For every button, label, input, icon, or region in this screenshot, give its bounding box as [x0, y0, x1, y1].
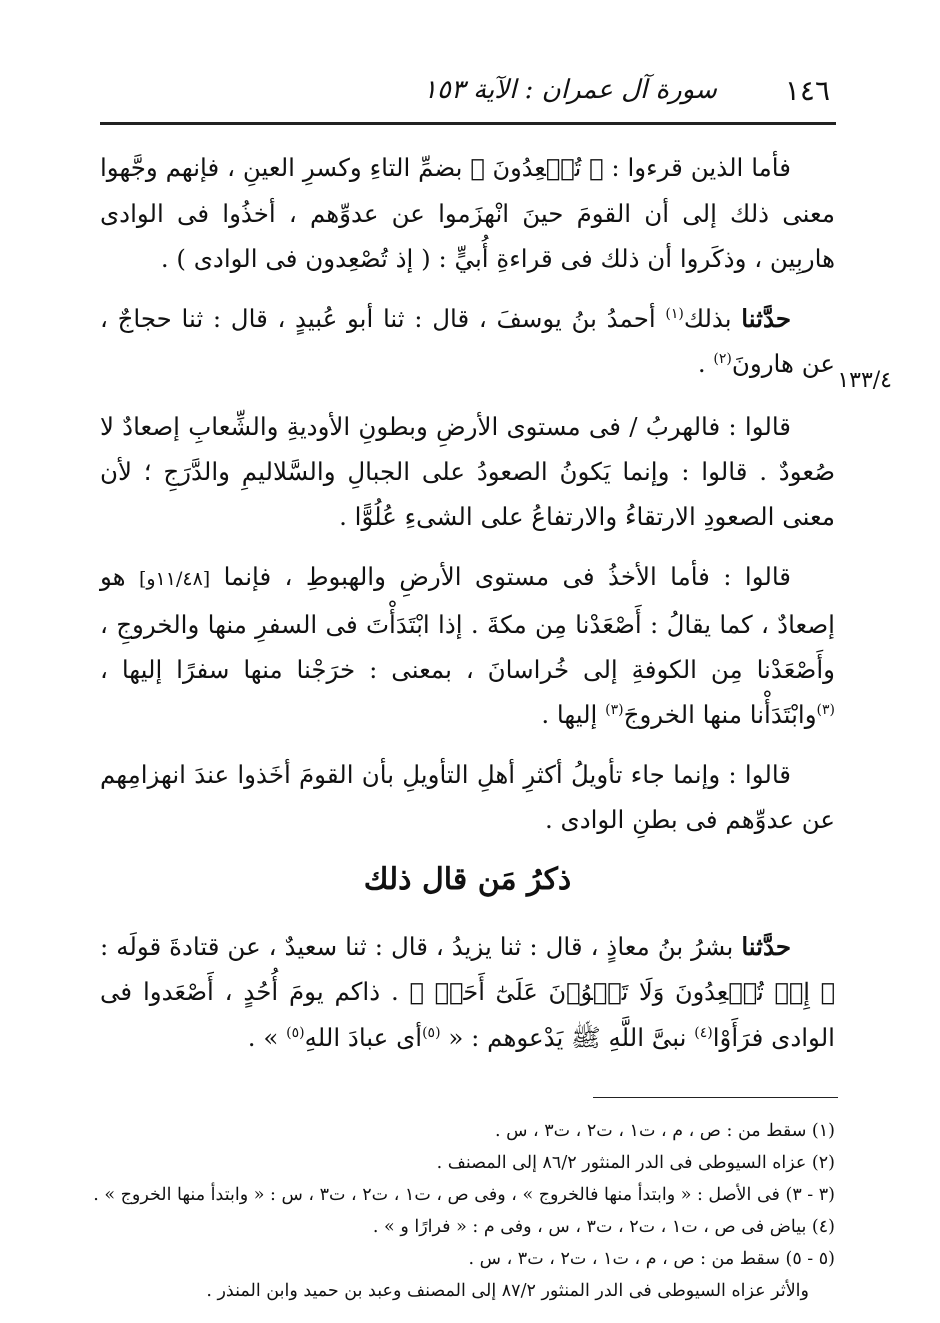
footnote-marker-3-start: (٣): [816, 701, 835, 718]
paragraph-text: وابْتَدَأْنا منها الخروجَ: [623, 700, 817, 729]
footnote-2: (٢) عزاه السيوطى فى الدر المنثور ٨٦/٢ إلى المصنف .: [436, 1153, 835, 1173]
page-header: [105, 60, 830, 120]
footnote-5-continuation: والأثر عزاه السيوطى فى الدر المنثور ٨٧/٢ إلى المصنف وعبد بن حميد وابن المنذر .: [206, 1281, 809, 1301]
margin-reference: ١٣٣/٤: [837, 368, 892, 393]
footnote-marker-3-end: (٣): [605, 701, 624, 718]
paragraph-1: [100, 145, 835, 281]
page-number: ١٤٦: [784, 73, 830, 107]
quran-verse: ﴿ تُصۡعِدُونَ ﴾: [470, 154, 604, 182]
paragraph-text: فأما الذين قرءوا :: [603, 153, 791, 182]
header-rule: [100, 122, 836, 125]
paragraph-text: نبىَّ اللَّهِ ﷺ يَدْعوهم : «: [440, 1023, 695, 1052]
main-text: [100, 145, 835, 1075]
paragraph-text: بشرُ بنُ معاذٍ ، قال : ثنا يزيدُ ، قال : ثنا سعيدٌ ، عن قتادةَ قولَه :: [100, 932, 742, 961]
paragraph-5: [100, 752, 835, 842]
footnote-3: (٣ - ٣) فى الأصل : « وابتدأ منها فالخروج » ، وفى ص ، ت١ ، ت٢ ، ت٣ ، س : « وابتدأ منها الخروج » .: [93, 1185, 835, 1205]
isnad-lead: حدَّثنا: [741, 304, 791, 333]
paragraph-6: [100, 924, 835, 1060]
footnote-marker-2: (٢): [713, 350, 732, 367]
paragraph-text: هو إصعادٌ ، كما يقالُ : أَصْعَدْنا مِن مكةَ . إذا ابْتَدَأْتَ فى السفرِ منها والخروجِ ، وأَصْعَدْنا مِن الكوفةِ إلى خُراسانَ ، بمعنى : خرَجْنا منها سفرًا إليها ،: [100, 562, 835, 684]
footnote-5: (٥ - ٥) سقط من : ص ، م ، ت١ ، ت٢ ، ت٣ ، س .: [468, 1249, 835, 1269]
paragraph-text: أى عبادَ اللهِ: [304, 1023, 423, 1052]
paragraph-text: قالوا : فالهربُ / فى مستوى الأرضِ وبطونِ الأوديةِ والشِّعابِ إصعادٌ لا صُعودٌ . قالوا : وإنما يَكونُ الصعودُ على الجبالِ والسَّلاليمِ والدَّرَجِ ؛ لأن معنى الصعودِ الارتقاءُ والارتفاعُ على الشىءِ عُلُوًّا .: [100, 412, 835, 531]
quran-verse: ﴿ إِذۡ تُصۡعِدُونَ وَلَا تَلۡوُۥنَ عَلَىٰٓ أَحَدٖ ﴾: [409, 978, 835, 1006]
running-title: سورة آل عمران : الآية ١٥٣: [422, 75, 717, 105]
isnad-lead: حدَّثنا: [741, 932, 791, 961]
paragraph-text: بذلك: [683, 304, 742, 333]
footnote-marker-4: (٤): [694, 1024, 713, 1041]
paragraph-3: [100, 404, 835, 539]
paragraph-4: [100, 554, 835, 737]
paragraph-text: قالوا : وإنما جاء تأويلُ أكثرِ أهلِ التأويلِ بأن القومَ أخَذوا عندَ انهزامِهم عن عدوِّهم فى بطنِ الوادى .: [100, 760, 835, 834]
footnote-1: (١) سقط من : ص ، م ، ت١ ، ت٢ ، ت٣ ، س .: [494, 1121, 835, 1141]
footnote-marker-5-end: (٥): [286, 1024, 305, 1041]
paragraph-text: أحمدُ بنُ يوسفَ ، قال : ثنا أبو عُبيدٍ ، قال : ثنا حجاجٌ ، عن هارونَ: [100, 304, 835, 378]
footnote-marker-1: (١): [665, 305, 684, 322]
paragraph-text: إليها .: [541, 700, 606, 729]
footnote-4: (٤) بياض فى ص ، ت١ ، ت٢ ، ت٣ ، س ، وفى م : « فرارًا و » .: [372, 1217, 835, 1237]
paragraph-text: .: [697, 349, 714, 378]
paragraph-2: [100, 296, 835, 386]
footnote-marker-5-start: (٥): [422, 1024, 441, 1041]
manuscript-reference: [١١/٤٨و]: [138, 568, 211, 590]
footnotes: [93, 1115, 835, 1307]
paragraph-text: بضمِّ التاءِ وكسرِ العينِ ، فإنهم وجَّهوا معنى ذلك إلى أن القومَ حينَ انْهزَموا عن عدوِّهم ، أخذُوا فى الوادى هاربِين ، وذكَروا أن ذلك فى قراءةِ أُبيٍّ : ( إذ تُصْعِدون فى الوادى ) .: [100, 153, 835, 273]
section-heading: ذكرُ مَن قال ذلك: [363, 862, 572, 897]
footnote-rule: [593, 1097, 838, 1098]
paragraph-text: . ذاكم يومَ أُحُدٍ ، أَصْعَدوا فى الوادى فرَأَوْا: [100, 977, 835, 1052]
paragraph-text: » .: [247, 1023, 287, 1052]
paragraph-text: قالوا : فأما الأخذُ فى مستوى الأرضِ والهبوطِ ، فإنما: [210, 562, 791, 591]
